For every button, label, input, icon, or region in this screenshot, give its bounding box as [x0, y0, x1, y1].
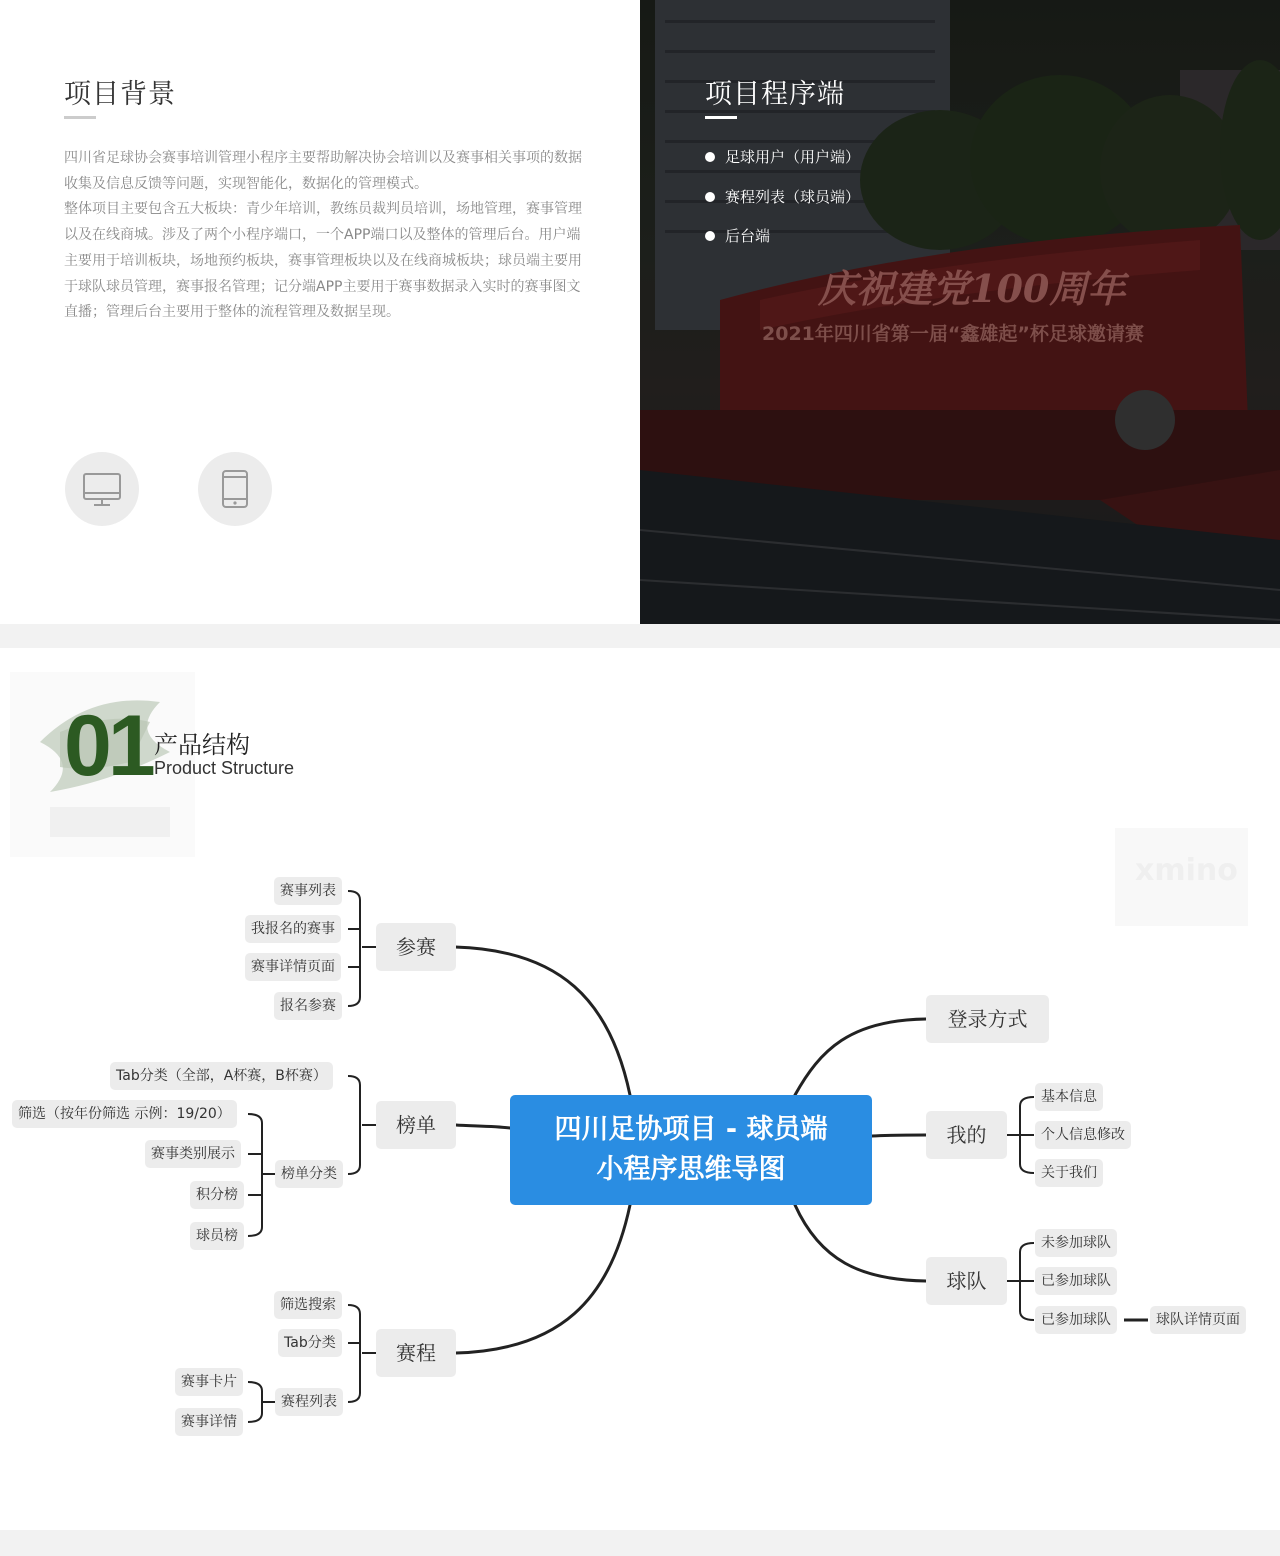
leaf-node: 筛选搜索 [274, 1291, 342, 1319]
branch-bangdan: 榜单 [376, 1101, 456, 1149]
branch-denglu: 登录方式 [926, 995, 1049, 1043]
footer-band [0, 1530, 1280, 1556]
leaf-node: 赛事详情 [175, 1408, 243, 1436]
leaf-node: 赛事详情页面 [245, 953, 341, 981]
program-item: 赛程列表（球员端） [705, 184, 860, 224]
leaf-node: 基本信息 [1035, 1083, 1103, 1111]
section-title: 产品结构 [154, 731, 250, 759]
leaf-node: 赛事类别展示 [145, 1140, 241, 1168]
program-title: 项目程序端 [705, 79, 845, 110]
leaf-node: 积分榜 [190, 1181, 244, 1209]
section-number: 01 [64, 698, 152, 794]
background-paragraph: 整体项目主要包含五大板块：青少年培训，教练员裁判员培训，场地管理，赛事管理以及在线商城。涉及了两个小程序端口，一个APP端口以及整体的管理后台。用户端主要用于培训板块，场地预约板块，赛事管理板块以及在线商城板块；球员端主要用于球队球员管理，赛事报名管理；记分端APP主要用于赛事数据录入实时的赛事图文直播；管理后台主要用于整体的流程管理及数据呈现。 [64, 201, 582, 321]
leaf-node: 未参加球队 [1035, 1229, 1117, 1257]
program-item: 足球用户（用户端） [705, 144, 860, 184]
center-subtitle: 小程序思维导图 [596, 1154, 786, 1185]
center-title: 四川足协项目 - 球员端 [554, 1114, 828, 1145]
leaf-node: 我报名的赛事 [245, 915, 341, 943]
sub-branch-node: 榜单分类 [275, 1160, 343, 1188]
banner-headline: 庆祝建党100周年 [818, 266, 1126, 311]
leaf-node: Tab分类 [278, 1329, 342, 1357]
leaf-node: 个人信息修改 [1035, 1121, 1131, 1149]
sub-branch-node: 赛程列表 [275, 1388, 343, 1416]
branch-cansai: 参赛 [376, 923, 456, 971]
branch-saicheng: 赛程 [376, 1329, 456, 1377]
branch-wode: 我的 [926, 1111, 1007, 1159]
leaf-node: 赛事列表 [274, 877, 342, 905]
background-title: 项目背景 [64, 79, 176, 110]
leaf-node: Tab分类（全部，A杯赛，B杯赛） [110, 1062, 333, 1090]
leaf-node: 已参加球队 [1035, 1306, 1117, 1334]
leaf-node: 已参加球队 [1035, 1267, 1117, 1295]
program-item: 后台端 [705, 223, 860, 263]
leaf-node: 球队详情页面 [1150, 1306, 1246, 1334]
leaf-node: 筛选（按年份筛选 示例：19/20） [12, 1100, 237, 1128]
mindmap-center-node [510, 1095, 872, 1205]
leaf-node: 关于我们 [1035, 1159, 1103, 1187]
leaf-node: 报名参赛 [274, 992, 342, 1020]
svg-text:xmino: xmino [1135, 853, 1238, 888]
banner-subline: 2021年四川省第一届“鑫雄起”杯足球邀请赛 [762, 323, 1144, 345]
branch-qiudui: 球队 [926, 1257, 1007, 1305]
leaf-node: 球员榜 [190, 1222, 244, 1250]
leaf-node: 赛事卡片 [175, 1368, 243, 1396]
background-paragraph: 四川省足球协会赛事培训管理小程序主要帮助解决协会培训以及赛事相关事项的数据收集及信息反馈等问题，实现智能化，数据化的管理模式。 [64, 150, 582, 192]
section-subtitle: Product Structure [154, 758, 295, 778]
